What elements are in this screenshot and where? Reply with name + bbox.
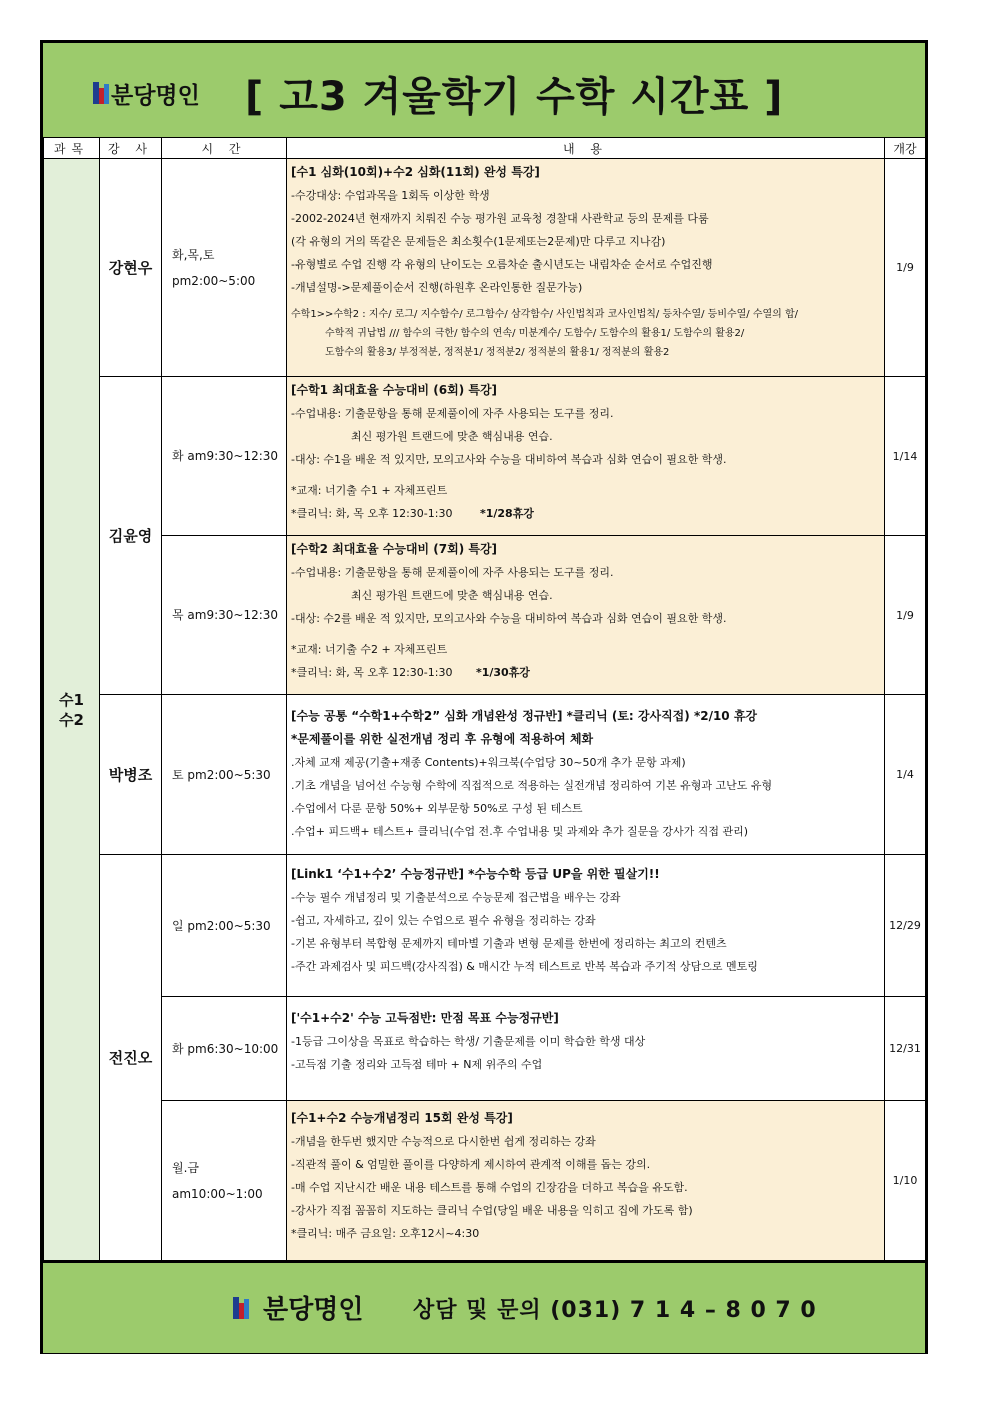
course-title: [수1+수2 수능개념정리 15회 완성 특강] bbox=[291, 1111, 513, 1125]
content-line: -1등급 그이상을 목표로 학습하는 학생/ 기출문제를 이미 학습한 학생 대상 bbox=[291, 1035, 646, 1048]
content-line: -수업내용: 기출문항을 통해 문제풀이에 자주 사용되는 도구를 정리. bbox=[291, 566, 614, 579]
start-date-cell: 1/10 bbox=[885, 1101, 926, 1261]
time-cell bbox=[162, 855, 287, 997]
content-line: 최신 평가원 트랜드에 맞춘 핵심내용 연습. bbox=[351, 430, 553, 443]
content-line: -유형별로 수업 진행 각 유형의 난이도는 오름차순 출시년도는 내림차순 순서로 수업진행 bbox=[291, 258, 713, 271]
content-line: *클리닉: 매주 금요일: 오후12시~4:30 bbox=[291, 1227, 480, 1240]
content-line: -수업내용: 기출문항을 통해 문제풀이에 자주 사용되는 도구를 정리. bbox=[291, 407, 614, 420]
time-cell bbox=[162, 377, 287, 536]
content-line: .수업+ 피드백+ 테스트+ 클리닉(수업 전.후 수업내용 및 과제와 추가 질문을 강사가 직접 관리) bbox=[291, 825, 749, 838]
start-date-cell: 12/29 bbox=[885, 855, 926, 997]
content-line: *문제풀이를 위한 실전개념 정리 후 유형에 적용하여 체화 bbox=[291, 732, 594, 746]
teacher-cell: 김윤영 bbox=[100, 377, 162, 695]
time-cell bbox=[162, 159, 287, 377]
content-line: -기본 유형부터 복합형 문제까지 테마별 기출과 변형 문제를 한번에 정리하는 최고의 컨텐츠 bbox=[291, 937, 727, 950]
content-line: -강사가 직접 꼼꼼히 지도하는 클리닉 수업(당일 배운 내용을 익히고 집에 가도록 함) bbox=[291, 1204, 693, 1217]
start-date-cell: 1/9 bbox=[885, 159, 926, 377]
time-text: 화 pm6:30~10:00 bbox=[172, 1041, 279, 1056]
time-text: am10:00~1:00 bbox=[172, 1186, 263, 1201]
schedule-table bbox=[43, 137, 926, 1261]
page-title: [ 고3 겨울학기 수학 시간표 ] bbox=[245, 74, 784, 120]
content-line: -주간 과제검사 및 피드백(강사직접) & 매시간 누적 테스트로 반복 복습과 주기적 상담으로 멘토링 bbox=[291, 960, 758, 973]
content-line: -개념을 한두번 했지만 수능적으로 다시한번 쉽게 정리하는 강좌 bbox=[291, 1135, 596, 1148]
table-row bbox=[44, 159, 926, 377]
time-cell bbox=[162, 1101, 287, 1261]
teacher-cell: 전진오 bbox=[100, 855, 162, 1261]
column-header: 과목 bbox=[44, 138, 100, 159]
content-line: -대상: 수2를 배운 적 있지만, 모의고사와 수능을 대비하여 복습과 심화 연습이 필요한 학생. bbox=[291, 612, 727, 625]
holiday-note: *1/30휴강 bbox=[475, 666, 530, 679]
content-line: -2002-2024년 현재까지 치뤄진 수능 평가원 교육청 경찰대 사관학교 등의 문제를 다룸 bbox=[291, 212, 709, 225]
content-line: -매 수업 지난시간 배운 내용 테스트를 통해 수업의 긴장감을 더하고 복습을 유도함. bbox=[291, 1181, 688, 1194]
clinic-text: *클리닉: 화, 목 오후 12:30-1:30 bbox=[291, 666, 453, 679]
content-cell bbox=[287, 695, 885, 855]
column-header: 개강 bbox=[885, 138, 926, 159]
subject-label: 수1 bbox=[59, 690, 84, 709]
content-line bbox=[291, 502, 880, 525]
content-line: -개념설명->문제풀이순서 진행(하원후 온라인통한 질문가능) bbox=[291, 281, 583, 294]
content-line: -수능 필수 개념정리 및 기출분석으로 수능문제 접근법을 배우는 강좌 bbox=[291, 891, 621, 904]
course-title: [수학1 최대효율 수능대비 (6회) 특강] bbox=[291, 383, 498, 397]
clinic-text: *클리닉: 화, 목 오후 12:30-1:30 bbox=[291, 507, 453, 520]
content-line bbox=[291, 661, 880, 684]
content-line: .수업에서 다룬 문항 50%+ 외부문항 50%로 구성 된 테스트 bbox=[291, 802, 583, 815]
content-cell bbox=[287, 377, 885, 536]
time-text: 일 pm2:00~5:30 bbox=[172, 918, 271, 933]
time-text: 목 am9:30~12:30 bbox=[172, 608, 279, 622]
course-title: [수학2 최대효율 수능대비 (7회) 특강] bbox=[291, 542, 498, 556]
content-line: .기초 개념을 넘어선 수능형 수학에 직접적으로 적용하는 실전개념 정리하여 기본 유형과 고난도 유형 bbox=[291, 779, 773, 792]
content-line: -고득점 기출 정리와 고득점 테마 + N제 위주의 수업 bbox=[291, 1058, 543, 1071]
teacher-cell: 박병조 bbox=[100, 695, 162, 855]
brand-logo-icon bbox=[233, 1297, 251, 1321]
content-line: -쉽고, 자세하고, 깊이 있는 수업으로 필수 유형을 정리하는 강좌 bbox=[291, 914, 596, 927]
content-line: .자체 교재 제공(기출+재종 Contents)+워크북(수업당 30~50개 추가 문항 과제) bbox=[291, 756, 686, 769]
content-line: -수강대상: 수업과목을 1회독 이상한 학생 bbox=[291, 189, 490, 202]
footer-brand: 분당명인 bbox=[263, 1295, 364, 1325]
course-title: [수1 심화(10회)+수2 심화(11회) 완성 특강] bbox=[291, 165, 540, 179]
course-title: [수능 공통 “수학1+수학2” 심화 개념완성 정규반] *클리닉 (토: 강사직접) *2/10 휴강 bbox=[291, 709, 758, 723]
content-cell bbox=[287, 997, 885, 1101]
time-cell bbox=[162, 997, 287, 1101]
table-row bbox=[44, 855, 926, 997]
content-cell bbox=[287, 855, 885, 997]
column-header: 강 사 bbox=[100, 138, 162, 159]
table-row bbox=[44, 536, 926, 695]
course-title: ['수1+수2' 수능 고득점반: 만점 목표 수능정규반] bbox=[291, 1011, 559, 1025]
start-date-cell: 1/14 bbox=[885, 377, 926, 536]
teacher-cell: 강현우 bbox=[100, 159, 162, 377]
table-row bbox=[44, 997, 926, 1101]
content-line: 최신 평가원 트랜드에 맞춘 핵심내용 연습. bbox=[351, 589, 553, 602]
column-header: 내 용 bbox=[287, 138, 885, 159]
holiday-note: *1/28휴강 bbox=[479, 507, 534, 520]
table-row bbox=[44, 377, 926, 536]
time-text: pm2:00~5:00 bbox=[172, 273, 256, 288]
header-brand: 분당명인 bbox=[111, 83, 200, 109]
content-line: 도함수의 활용3/ 부정적분, 정적분1/ 정적분2/ 정적분의 활용1/ 정적분의 활용2 bbox=[325, 347, 670, 358]
contact-info: 상담 및 문의 (031) 7 1 4 – 8 0 7 0 bbox=[413, 1298, 817, 1323]
content-line: 수학적 귀납법 /// 함수의 극한/ 함수의 연속/ 미분계수/ 도함수/ 도함수의 활용1/ 도함수의 활용2/ bbox=[325, 328, 745, 339]
time-cell bbox=[162, 695, 287, 855]
start-date-cell: 1/9 bbox=[885, 536, 926, 695]
table-header-row bbox=[44, 138, 926, 159]
time-text: 화 am9:30~12:30 bbox=[172, 449, 279, 463]
time-text: 토 pm2:00~5:30 bbox=[172, 767, 271, 782]
content-cell bbox=[287, 536, 885, 695]
header-banner bbox=[43, 43, 925, 139]
content-line: -직관적 풀이 & 엄밀한 풀이를 다양하게 제시하여 관계적 이해를 돕는 강의. bbox=[291, 1158, 651, 1171]
content-line: 수학1>>수학2 : 지수/ 로그/ 지수함수/ 로그함수/ 삼각함수/ 사인법칙과 코사인법칙/ 등차수열/ 등비수열/ 수열의 합/ bbox=[291, 309, 799, 320]
time-text: 화,목,토 bbox=[172, 247, 215, 262]
time-text: 월.금 bbox=[172, 1160, 199, 1175]
column-header: 시 간 bbox=[162, 138, 287, 159]
content-cell bbox=[287, 1101, 885, 1261]
subject-label: 수2 bbox=[59, 710, 84, 729]
content-line: -대상: 수1을 배운 적 있지만, 모의고사와 수능을 대비하여 복습과 심화 연습이 필요한 학생. bbox=[291, 453, 727, 466]
content-line: (각 유형의 거의 똑같은 문제들은 최소횟수(1문제또는2문제)만 다루고 지나감) bbox=[291, 235, 666, 248]
course-title: [Link1 ‘수1+수2’ 수능정규반] *수능수학 등급 UP을 위한 필살기!! bbox=[291, 867, 660, 881]
footer-banner bbox=[43, 1261, 925, 1353]
brand-logo-icon bbox=[93, 82, 109, 104]
start-date-cell: 1/4 bbox=[885, 695, 926, 855]
subject-cell bbox=[44, 159, 100, 1261]
content-cell bbox=[287, 159, 885, 377]
content-line: *교재: 너기출 수2 + 자체프린트 bbox=[291, 643, 448, 656]
table-row bbox=[44, 1101, 926, 1261]
content-line: *교재: 너기출 수1 + 자체프린트 bbox=[291, 484, 448, 497]
timetable-sheet bbox=[40, 40, 928, 1354]
start-date-cell: 12/31 bbox=[885, 997, 926, 1101]
table-row bbox=[44, 695, 926, 855]
time-cell bbox=[162, 536, 287, 695]
